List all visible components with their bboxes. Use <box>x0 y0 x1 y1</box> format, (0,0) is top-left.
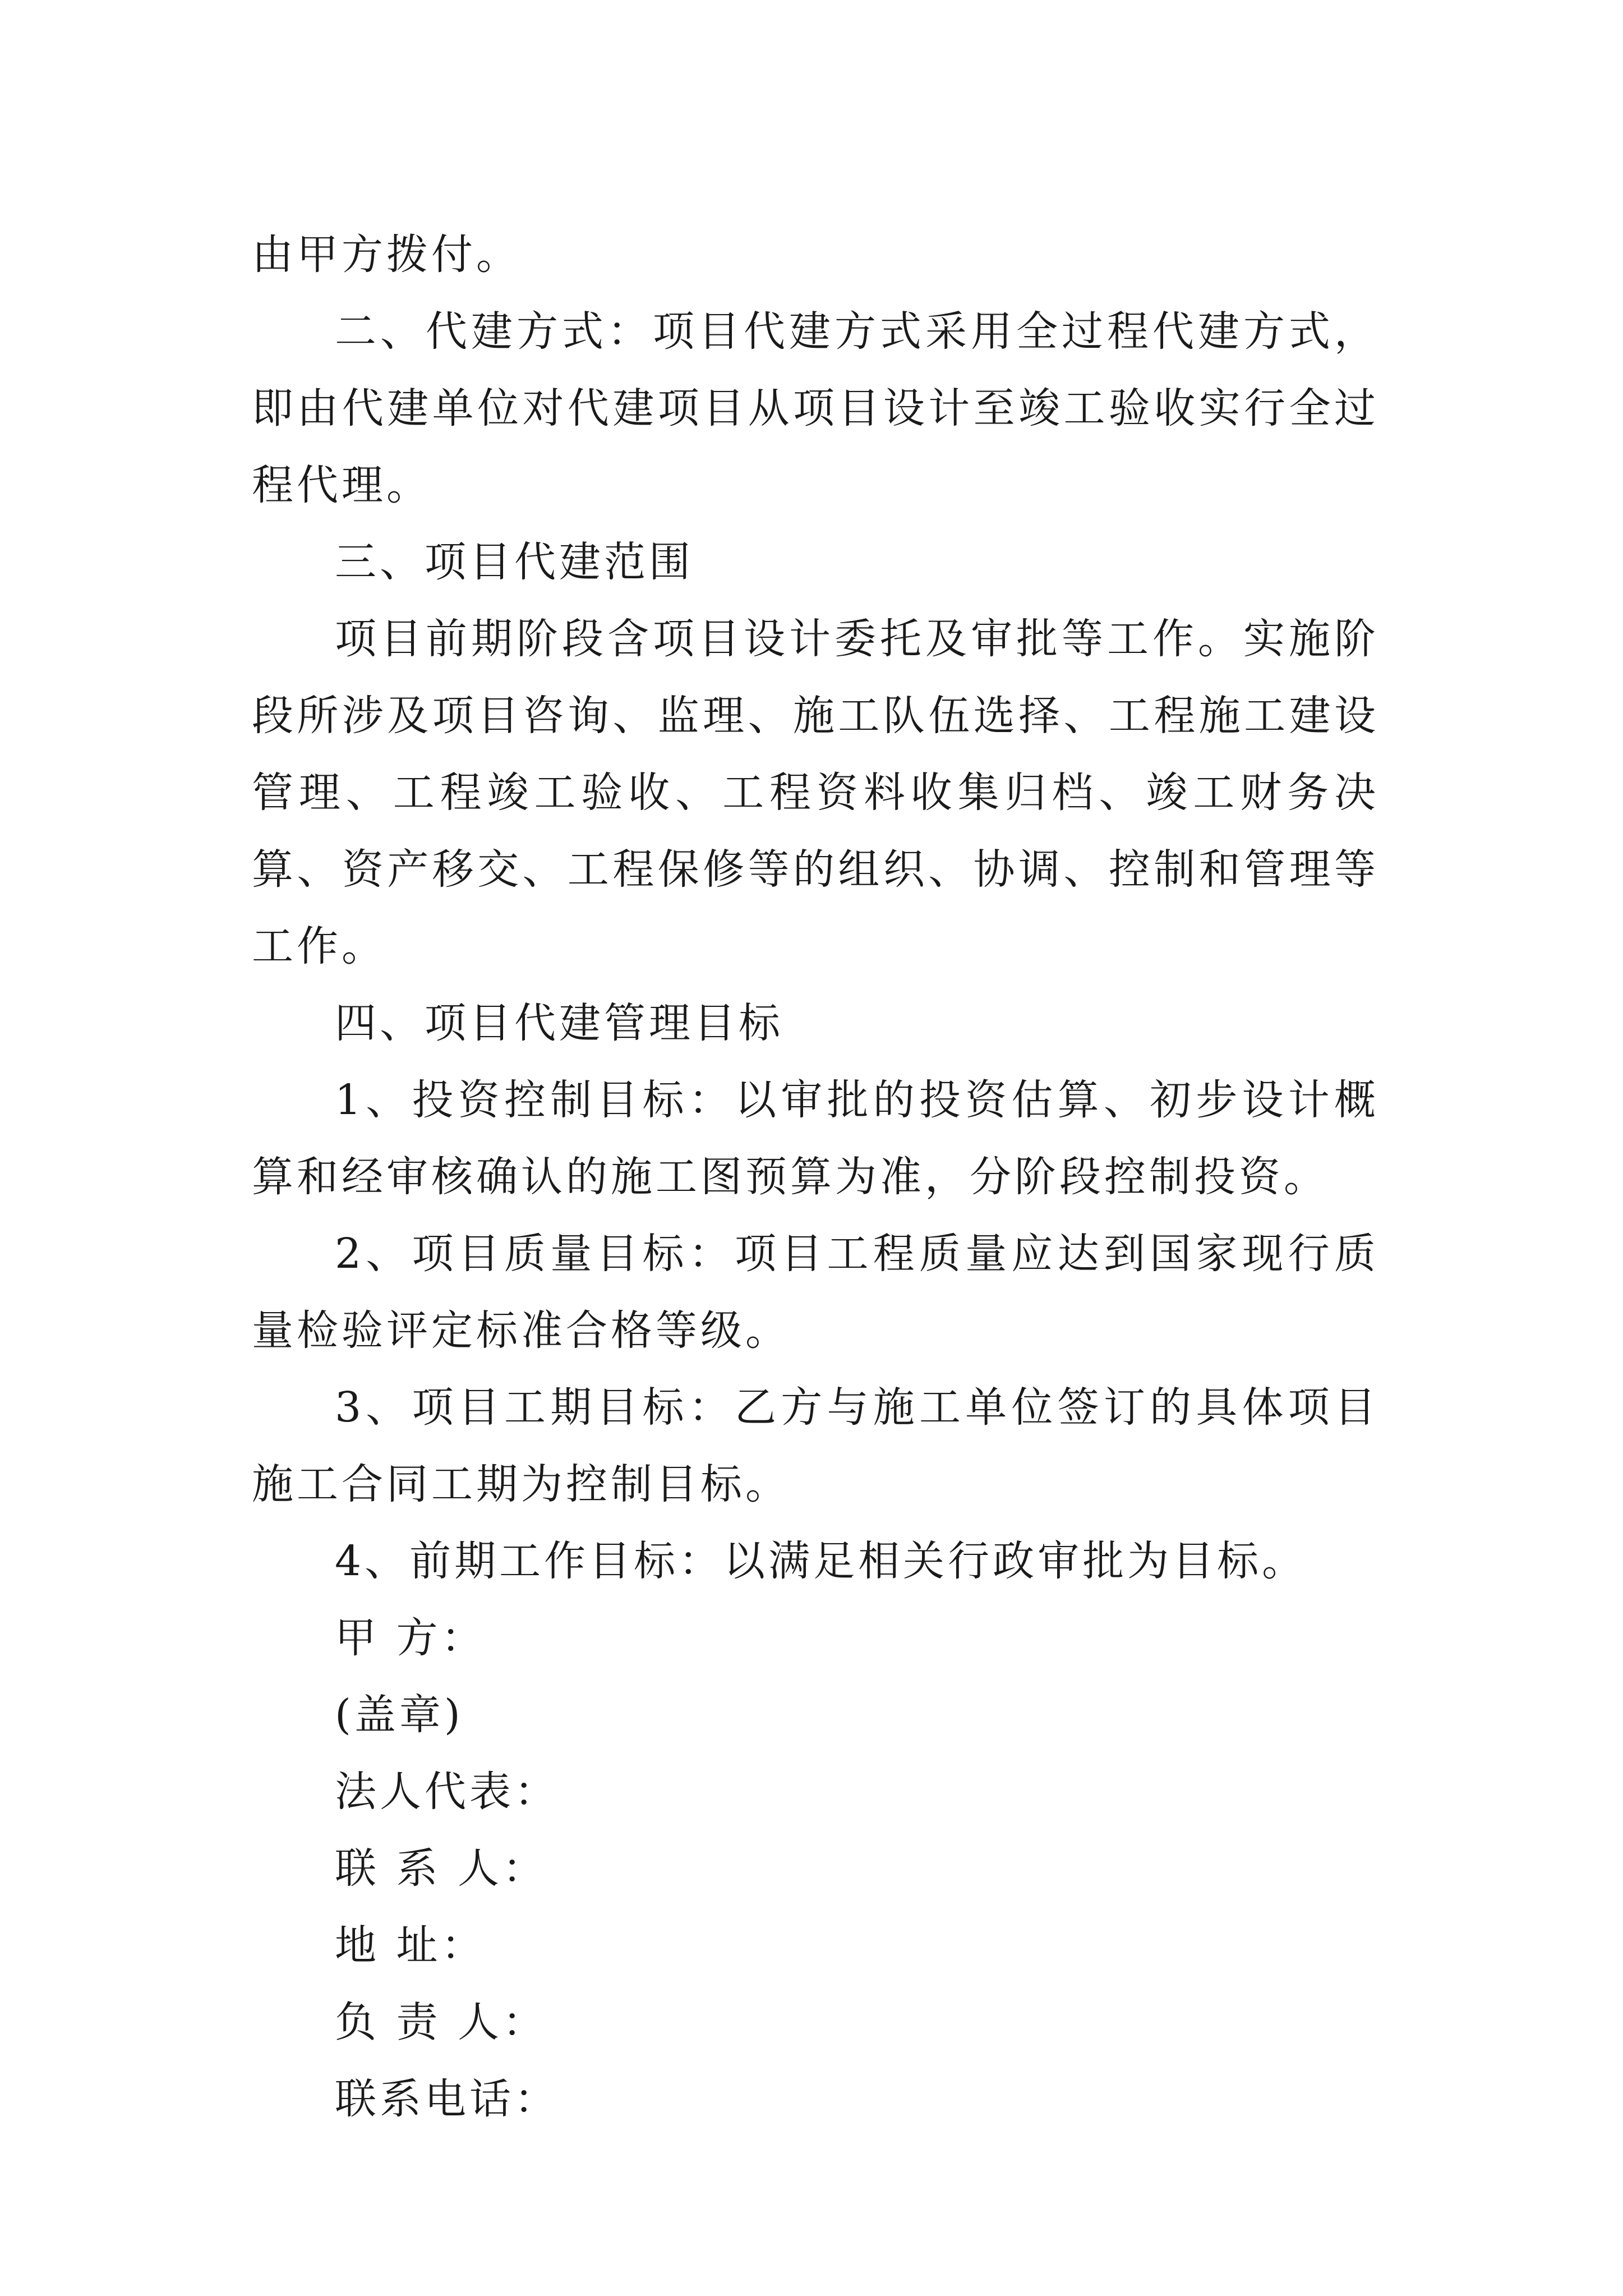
paragraph-schedule-goal: 3、项目工期目标：乙方与施工单位签订的具体项目施工合同工期为控制目标。 <box>252 1383 1379 1508</box>
paragraph-construction-scope: 项目前期阶段含项目设计委托及审批等工作。实施阶段所涉及项目咨询、监理、施工队伍选择、工程施工建设管理、工程竣工验收、工程资料收集归档、竣工财务决算、资产移交、工程保修等的组织、协调、控制和管理等工作。 <box>252 615 1379 970</box>
signature-party-a: 甲 方： <box>335 1614 486 1662</box>
signature-seal: (盖章) <box>335 1691 464 1739</box>
signature-address: 地 址： <box>335 1921 486 1970</box>
signature-legal-representative: 法人代表： <box>335 1768 559 1816</box>
paragraph-funding-continuation: 由甲方拨付。 <box>252 231 521 279</box>
heading-construction-scope: 三、项目代建范围 <box>335 538 694 586</box>
signature-phone: 联系电话： <box>335 2075 559 2123</box>
paragraph-construction-method: 二、代建方式：项目代建方式采用全过程代建方式，即由代建单位对代建项目从项目设计至竣工验收实行全过程代理。 <box>252 307 1379 509</box>
document-body <box>252 217 1379 2138</box>
signature-contact-person: 联 系 人： <box>335 1844 548 1893</box>
paragraph-investment-goal: 1、投资控制目标：以审批的投资估算、初步设计概算和经审核确认的施工图预算为准，分阶段控制投资。 <box>252 1076 1379 1201</box>
paragraph-quality-goal: 2、项目质量目标：项目工程质量应达到国家现行质量检验评定标准合格等级。 <box>252 1230 1379 1355</box>
paragraph-preliminary-goal: 4、前期工作目标：以满足相关行政审批为目标。 <box>335 1537 1307 1585</box>
heading-management-goals: 四、项目代建管理目标 <box>335 999 783 1047</box>
signature-block <box>252 1600 1379 2138</box>
signature-responsible-person: 负 责 人： <box>335 1998 548 2046</box>
